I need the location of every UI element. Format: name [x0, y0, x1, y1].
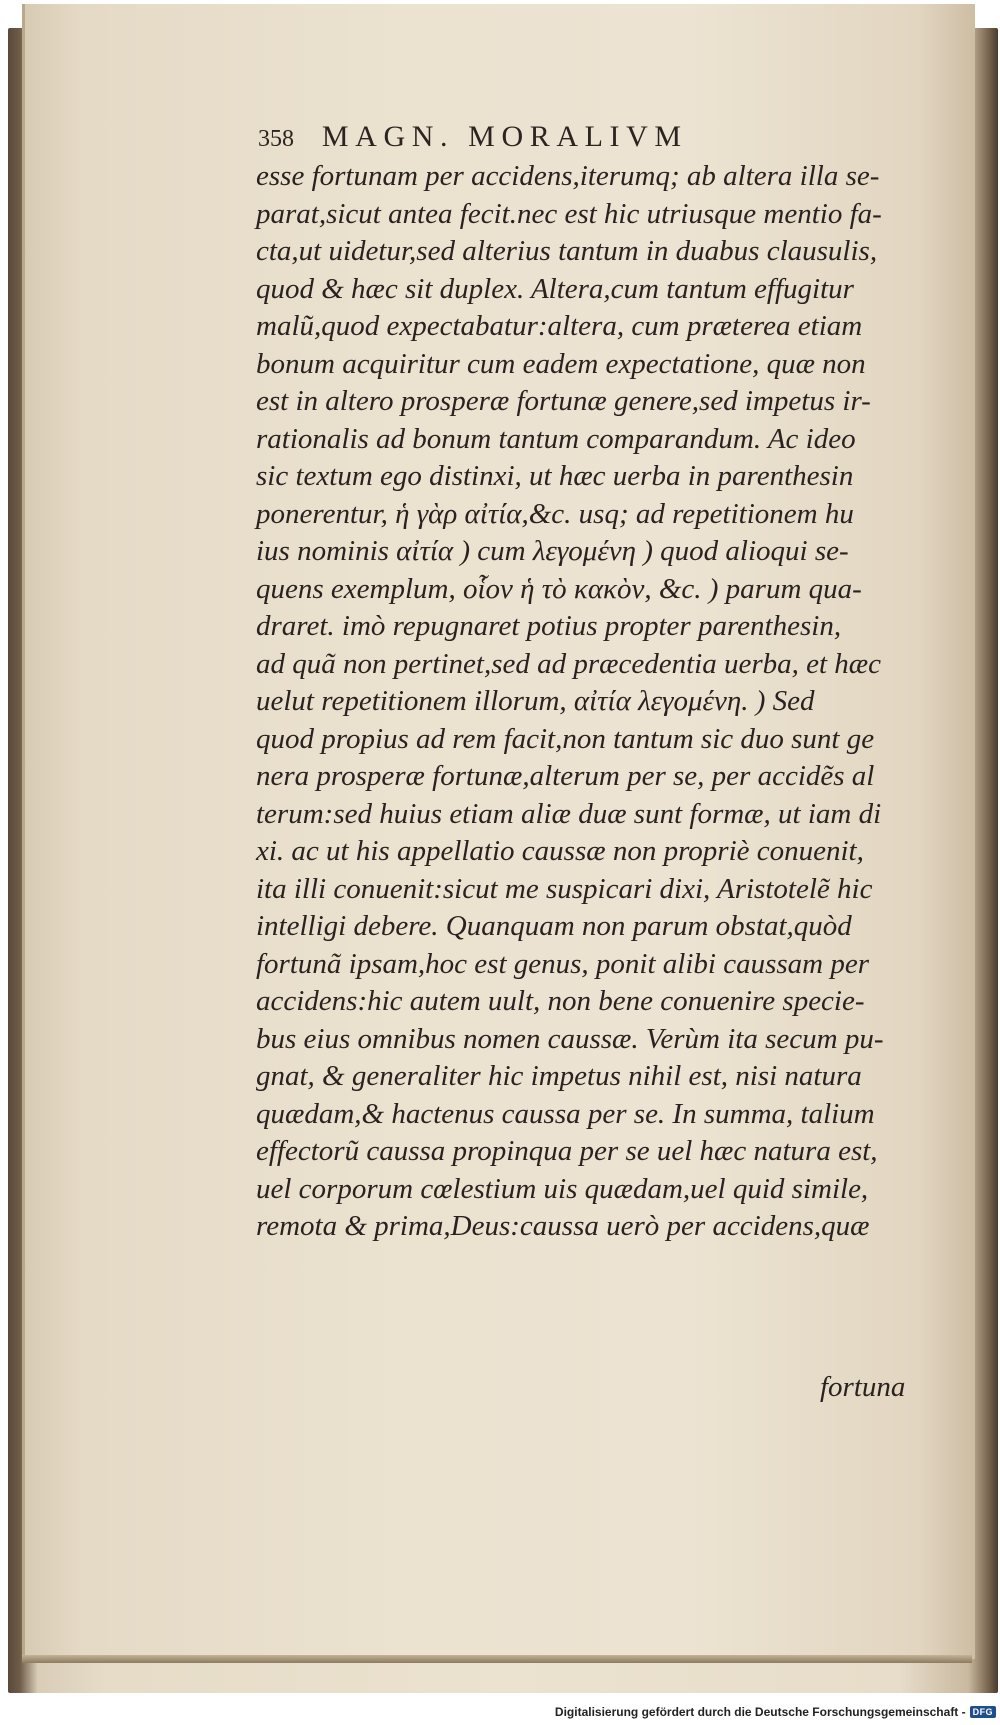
text-line: quens exemplum, οἷον ἡ τὸ κακὸν, &c. ) parum qua-	[256, 572, 862, 605]
text-line: terum:sed huius etiam aliæ duæ sunt formæ, ut iam di	[256, 797, 882, 830]
text-line: quædam,& hactenus caussa per se. In summa, talium	[256, 1097, 875, 1130]
text-line: esse fortunam per accidens,iterumq; ab altera illa se-	[256, 160, 880, 192]
footer-credit: Digitalisierung gefördert durch die Deutsche Forschungsgemeinschaft -	[554, 1705, 966, 1719]
text-line: uelut repetitionem illorum, αἰτία λεγομένη. ) Sed	[256, 685, 815, 717]
text-line: gnat, & generaliter hic impetus nihil est, nisi natura	[256, 1060, 862, 1092]
text-line: malũ,quod expectabatur:altera, cum præterea etiam	[256, 310, 863, 342]
text-line: draret. imò repugnaret potius propter parenthesin,	[256, 610, 842, 642]
text-line: xi. ac ut his appellatio caussæ non propriè conuenit,	[256, 835, 864, 867]
text-line: sic textum ego distinxi, ut hæc uerba in parenthesin	[256, 460, 854, 492]
text-line: accidens:hic autem uult, non bene conuenire specie-	[256, 985, 865, 1017]
text-line: ad quã non pertinet,sed ad præcedentia uerba, et hæc	[256, 647, 882, 680]
text-line: fortunã ipsam,hoc est genus, ponit alibi caussam per	[256, 947, 870, 980]
digitization-footer	[555, 1703, 996, 1721]
page-edge	[22, 1655, 972, 1663]
dfg-logo: DFG	[970, 1706, 996, 1718]
text-line: uel corporum cœlestium uis quædam,uel quid simile,	[256, 1172, 869, 1205]
body-text	[256, 158, 896, 1246]
catchword: fortuna	[820, 1371, 906, 1403]
page-number: 358	[258, 126, 294, 152]
text-line: intelligi debere. Quanquam non parum obstat,quòd	[256, 910, 852, 942]
text-line: bonum acquiritur cum eadem expectatione, quæ non	[256, 347, 866, 380]
text-line: parat,sicut antea fecit.nec est hic utriusque mentio fa-	[256, 197, 882, 230]
text-line: quod & hæc sit duplex. Altera,cum tantum effugitur	[256, 272, 854, 305]
page-header	[258, 120, 858, 160]
text-line: effectorũ caussa propinqua per se uel hæc natura est,	[256, 1135, 878, 1167]
running-title: MAGN. MORALIVM	[321, 120, 688, 153]
text-line: remota & prima,Deus:caussa uerò per accidens,quæ	[256, 1210, 870, 1242]
text-line: nera prosperæ fortunæ,alterum per se, per accidẽs al	[256, 760, 875, 792]
text-line: ita illi conuenit:sicut me suspicari dixi, Aristotelẽ hic	[256, 872, 873, 905]
text-line: bus eius omnibus nomen caussæ. Verùm ita secum pu-	[256, 1022, 884, 1055]
text-line: cta,ut uidetur,sed alterius tantum in duabus clausulis,	[256, 235, 878, 267]
text-line: rationalis ad bonum tantum comparandum. Ac ideo	[256, 422, 856, 455]
text-line: ponerentur, ἡ γὰρ αἰτία,&c. usq; ad repetitionem hu	[256, 497, 854, 530]
text-line: ius nominis αἰτία ) cum λεγομένη ) quod alioqui se-	[256, 535, 849, 567]
text-line: est in altero prosperæ fortunæ genere,sed impetus ir-	[256, 385, 871, 417]
text-line: quod propius ad rem facit,non tantum sic duo sunt ge	[256, 722, 875, 755]
